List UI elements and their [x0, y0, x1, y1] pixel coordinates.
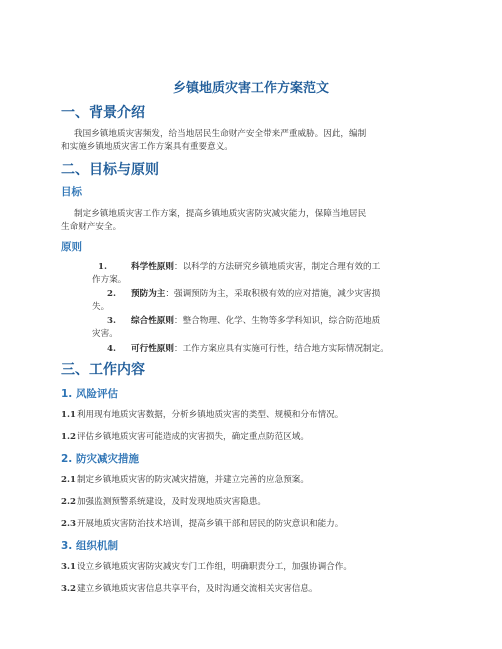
principle-3-text: ：整合物理、化学、生物等多学科知识，综合防范地质: [173, 316, 381, 326]
principle-2-number: 2.: [107, 289, 116, 299]
goal-heading: 目标: [61, 186, 82, 198]
principle-3-line-1: [131, 315, 380, 328]
work-item-number: 2.3: [61, 519, 76, 529]
work-item-number: 3.1: [61, 562, 76, 572]
goal-paragraph-line-2: 生命财产安全。: [61, 222, 122, 232]
subsection-heading-disaster-prevention: 2. 防灾减灾措施: [61, 453, 139, 465]
principle-1-line-2: 作方案。: [92, 275, 127, 285]
principle-4-line-1: [131, 343, 389, 356]
work-item-number: 2.1: [61, 475, 76, 485]
work-item: [61, 474, 309, 487]
work-item-text: 开展地质灾害防治技术培训，提高乡镇干部和居民的防灾意识和能力。: [76, 519, 344, 529]
work-item: [61, 431, 309, 444]
principle-4-text: ：工作方案应具有实施可行性，结合地方实际情况制定。: [173, 344, 389, 354]
principle-3-line-2: 灾害。: [92, 329, 118, 339]
work-item-text: 利用现有地质灾害数据，分析乡镇地质灾害的类型、规模和分布情况。: [76, 410, 344, 420]
goal-paragraph-line-1: 制定乡镇地质灾害工作方案，提高乡镇地质灾害防灾减灾能力，保障当地居民: [74, 209, 367, 219]
section-heading-background: 一、背景介绍: [61, 105, 145, 121]
principle-1-term: 科学性原则: [131, 262, 174, 272]
section-heading-goals: 二、目标与原则: [61, 162, 159, 178]
work-item-text: 设立乡镇地质灾害防灾减灾专门工作组，明确职责分工，加强协调合作。: [76, 562, 352, 572]
work-item-number: 3.2: [61, 584, 76, 594]
subsection-heading-organization: 3. 组织机制: [61, 540, 118, 552]
principle-2-line-1: [131, 288, 380, 301]
principle-3-number: 3.: [107, 316, 116, 326]
principle-1-text: ：以科学的方法研究乡镇地质灾害，制定合理有效的工: [173, 262, 381, 272]
principle-2-term: 预防为主: [131, 289, 166, 299]
work-item: [61, 583, 318, 596]
work-item-text: 建立乡镇地质灾害信息共享平台，及时沟通交流相关灾害信息。: [76, 584, 318, 594]
work-item-number: 1.2: [61, 432, 76, 442]
background-paragraph-line-2: 和实施乡镇地质灾害工作方案具有重要意义。: [61, 142, 233, 152]
section-heading-work-content: 三、工作内容: [61, 362, 145, 378]
principle-4-term: 可行性原则: [131, 344, 174, 354]
work-item-text: 制定乡镇地质灾害的防灾减灾措施，并建立完善的应急预案。: [76, 475, 309, 485]
work-item-number: 1.1: [61, 410, 76, 420]
principle-1-line-1: [131, 261, 380, 274]
work-item: [61, 496, 266, 509]
subsection-heading-risk-assessment: 1. 风险评估: [61, 388, 118, 400]
document-title: 乡镇地质灾害工作方案范文: [172, 81, 329, 96]
work-item: [61, 561, 352, 574]
principle-2-text: ：强调预防为主，采取积极有效的应对措施，减少灾害损: [165, 289, 381, 299]
principle-4-number: 4.: [107, 344, 116, 354]
principle-3-term: 综合性原则: [131, 316, 174, 326]
background-paragraph-line-1: 我国乡镇地质灾害频发，给当地居民生命财产安全带来严重威胁。因此，编制: [74, 129, 367, 139]
work-item-text: 评估乡镇地质灾害可能造成的灾害损失，确定重点防范区域。: [76, 432, 309, 442]
work-item: [61, 518, 343, 531]
work-item-text: 加强监测预警系统建设，及时发现地质灾害隐患。: [76, 497, 267, 507]
principle-1-number: 1.: [98, 262, 107, 272]
work-item: [61, 409, 343, 422]
work-item-number: 2.2: [61, 497, 76, 507]
principle-2-line-2: 失。: [92, 302, 110, 312]
principle-heading: 原则: [61, 241, 82, 253]
